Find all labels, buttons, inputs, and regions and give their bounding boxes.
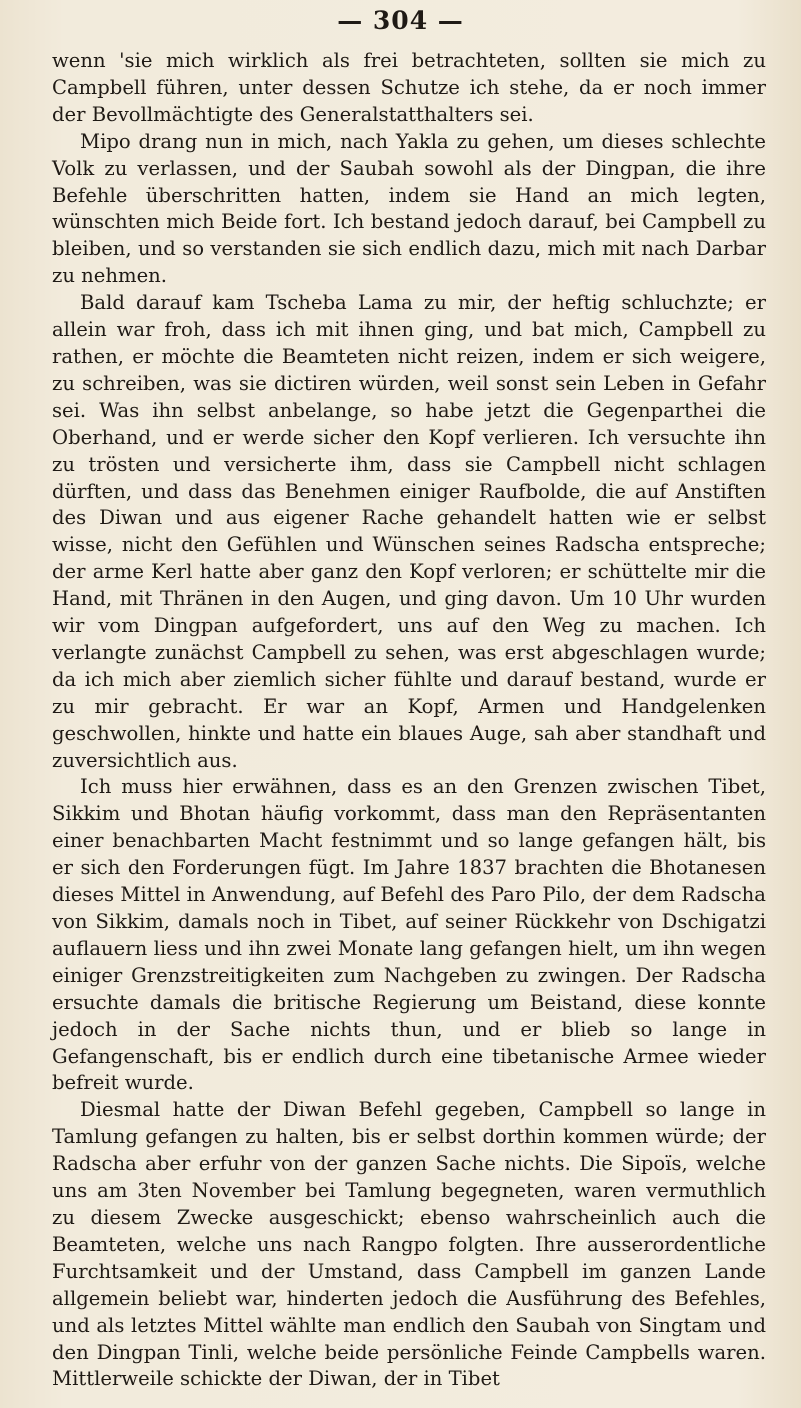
paragraph: wenn 'sie mich wirklich als frei betrachteten, sollten sie mich zu Campbell führen, unter dessen Schutze ich stehe, da er noch immer der Bevollmächtigte des Generalstatthalters sei. (52, 49, 766, 126)
paragraph: Ich muss hier erwähnen, dass es an den Grenzen zwischen Tibet, Sikkim und Bhotan häufig vorkommt, dass man den Repräsentanten einer benachbarten Macht festnimmt und so lange gefangen hält, bis er sich den Forderungen fügt. Im Jahre 1837 brachten die Bhotanesen dieses Mittel in Anwendung, auf Befehl des Paro Pilo, der dem Radscha von Sikkim, damals noch in Tibet, auf seiner Rückkehr von Dschigatzi auflauern liess und ihn zwei Monate lang gefangen hielt, um ihn wegen einiger Grenzstreitigkeiten zum Nachgeben zu zwingen. Der Radscha ersuchte damals die britische Regierung um Beistand, diese konnte jedoch in der Sache nichts thun, und er blieb so lange in Gefangenschaft, bis er endlich durch eine tibetanische Armee wieder befreit wurde. (52, 775, 766, 1095)
paragraph: Bald darauf kam Tscheba Lama zu mir, der heftig schluchzte; er allein war froh, dass ich mit ihnen ging, und bat mich, Campbell zu rathen, er möchte die Beamteten nicht reizen, indem er sich weigere, zu schreiben, was sie dictiren würden, weil sonst sein Leben in Gefahr sei. Was ihn selbst anbelange, so habe jetzt die Gegenparthei die Oberhand, und er werde sicher den Kopf verlieren. Ich versuchte ihn zu trösten und versicherte ihm, dass sie Campbell nicht schlagen dürften, und dass das Benehmen einiger Raufbolde, die auf Anstiften des Diwan und aus eigener Rache gehandelt hatten wie er selbst wisse, nicht den Gefühlen und Wünschen seines Radscha entspreche; der arme Kerl hatte aber ganz den Kopf verloren; er schüttelte mir die Hand, mit Thränen in den Augen, und ging davon. Um 10 Uhr wurden wir vom Dingpan aufgefordert, uns auf den Weg zu machen. Ich verlangte zunächst Campbell zu sehen, was erst abgeschlagen wurde; da ich mich aber ziemlich sicher fühlte und darauf bestand, wurde er zu mir gebracht. Er war an Kopf, Armen und Handgelenken geschwollen, hinkte und hatte ein blaues Auge, sah aber standhaft und zuversichtlich aus. (52, 291, 766, 772)
paragraph: Mipo drang nun in mich, nach Yakla zu gehen, um dieses schlechte Volk zu verlassen, und der Saubah sowohl als der Dingpan, die ihre Befehle überschritten hatten, indem sie Hand an mich legten, wünschten mich Beide fort. Ich bestand jedoch darauf, bei Campbell zu bleiben, und so verstanden sie sich endlich dazu, mich mit nach Darbar zu nehmen. (52, 129, 766, 288)
page-number: — 304 — (337, 6, 464, 35)
page-body (52, 48, 766, 1393)
paragraph: Diesmal hatte der Diwan Befehl gegeben, Campbell so lange in Tamlung gefangen zu halten, bis er selbst dorthin kommen würde; der Radscha aber erfuhr von der ganzen Sache nichts. Die Sipoïs, welche uns am 3ten November bei Tamlung begegneten, waren vermuthlich zu diesem Zwecke ausgeschickt; ebenso wahrscheinlich auch die Beamteten, welche uns nach Rangpo folgten. Ihre ausserordentliche Furchtsamkeit und der Umstand, dass Campbell im ganzen Lande allgemein beliebt war, hinderten jedoch die Ausführung des Befehles, und als letztes Mittel wählte man endlich den Saubah von Singtam und den Dingpan Tinli, welche beide persönliche Feinde Campbells waren. Mittlerweile schickte der Diwan, der in Tibet (52, 1098, 766, 1391)
